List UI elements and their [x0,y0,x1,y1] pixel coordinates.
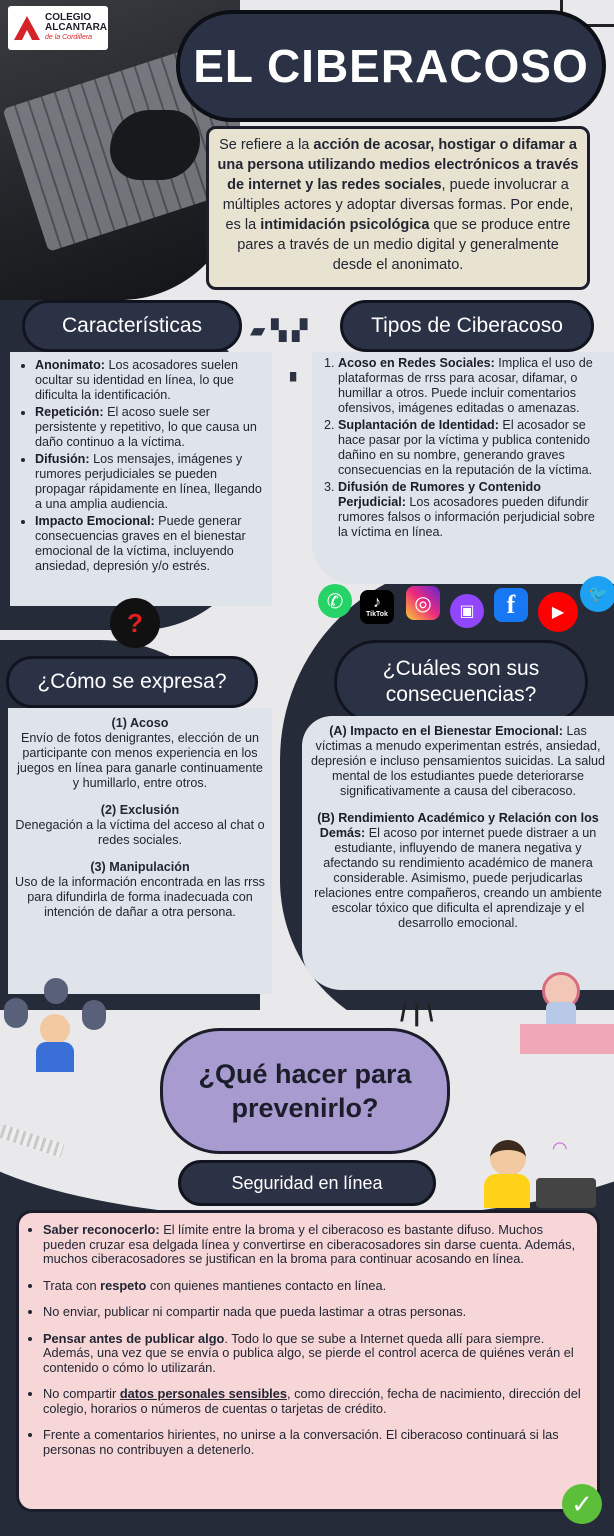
expresa-item: (1) Acoso Envío de fotos denigrantes, elección de un participante con menos experiencia en los juegos en línea para ganarle continuamente y humillarlo, entre otros. [17,716,263,790]
intro-box: Se refiere a la acción de acosar, hostigar o difamar a una persona utilizando medios electrónicos a través de internet y las redes sociales, puede involucrar a múltiples actores y adoptar diversas formas. Por ende, es la intimidación psicológica que se produce entre pares a través de un medio digital y generalmente desde el anonimato. [206,126,590,290]
consecuencias-card [302,716,614,990]
list-item: • Pensar antes de publicar algo. Todo lo que se sube a Internet queda allí para siempre. Además, una vez que se envía o publica algo, se pierde el control acerca de quiénes verán el contenido o cómo lo utilizarán. [43,1332,587,1376]
prevenir-speech-bubble: ¿Qué hacer para prevenirlo? [160,1028,450,1154]
list-item: • Difusión: Los mensajes, imágenes y rumores perjudiciales se pueden propagar rápidamente en línea, llegando a una amplia audiencia. [35,452,266,512]
list-item: 1. Acoso en Redes Sociales: Implica el uso de plataformas de rrss para acosar, difamar, o humillar a otros. Puede incluir comentarios ofensivos, imágenes editadas o amenazas. [338,356,608,416]
list-item: 3. Difusión de Rumores y Contenido Perjudicial: Los acosadores pueden difundir rumores falsos o información perjudicial sobre la víctima en línea. [338,480,608,540]
list-item: 2. Suplantación de Identidad: El acosador se hace pasar por la víctima y publica contenido dañino en su nombre, generando graves consecuencias en la reputación de la víctima. [338,418,608,478]
tiktok-icon: ♪ TikTok [360,590,394,624]
studying-girl-illustration [520,968,614,1056]
tipos-title: Tipos de Ciberacoso [340,300,594,352]
instagram-icon: ◎ [406,586,440,620]
twitter-icon: 🐦 [580,576,614,612]
caracteristicas-list [20,358,266,574]
seguridad-subtitle: Seguridad en línea [178,1160,436,1206]
logo-line1: COLEGIO [45,12,92,23]
gloved-hand-image [110,110,200,180]
consecuencias-item: (A) Impacto en el Bienestar Emocional: Las víctimas a menudo experimentan estrés, ansiedad, depresión e incluso pensamientos suicidas. La salud mental de los estudiantes puede deteriorarse significativamente a causa del ciberacoso. [310,724,606,798]
logo-line2: ALCANTARA [45,22,108,33]
decorative-brush-strokes: ▰ ▚ ▞ [250,320,308,342]
bullied-kids-illustration [0,978,118,1078]
caracteristicas-card [10,352,272,606]
list-item: • Impacto Emocional: Puede generar consecuencias graves en el bienestar emocional de la víctima, incluyendo ansiedad, depresión y/o estrés. [35,514,266,574]
school-logo-icon [12,13,42,43]
prevenir-card [16,1210,600,1512]
list-item: • Repetición: El acoso suele ser persistente y repetitivo, lo que causa un daño continuo a la víctima. [35,405,266,450]
prevenir-list [27,1223,587,1457]
list-item: • No compartir datos personales sensibles, como dirección, fecha de nacimiento, dirección del colegio, horarios o números de cuentas o tarjetas de crédito. [43,1387,587,1416]
anonymous-hacker-icon: ? [110,598,160,648]
school-logo [8,6,108,50]
facebook-icon: f [494,588,528,622]
expresa-item: (2) Exclusión Denegación a la víctima del acceso al chat o redes sociales. [15,803,265,847]
expresa-item: (3) Manipulación Uso de la información encontrada en las rrss para difundirla de forma inadecuada con intención de dañar a otra persona. [15,860,265,919]
consecuencias-title: ¿Cuáles son sus consecuencias? [334,640,588,724]
list-item: • Saber reconocerlo: El límite entre la broma y el ciberacoso es bastante difuso. Muchos pueden cruzar esa delgada línea y convertirse en ciberacosadores sin darse cuenta. Además, muchos ciberacosadores se justifican en la broma para continuar acosando en línea. [43,1223,587,1267]
list-item: • Frente a comentarios hirientes, no unirse a la conversación. El ciberacoso continuará si las personas no contribuyen a detenerlo. [43,1428,587,1457]
tipos-list [320,356,608,540]
list-item: • No enviar, publicar ni compartir nada que pueda lastimar a otras personas. [43,1305,587,1320]
tipos-card [312,352,614,584]
youtube-icon: ▶ [538,592,578,632]
twitch-icon: ▣ [450,594,484,628]
wifi-icon: ◠ [552,1138,568,1158]
expresa-title: ¿Cómo se expresa? [6,656,258,708]
caracteristicas-title: Características [22,300,242,352]
consecuencias-item: (B) Rendimiento Académico y Relación con los Demás: El acoso por internet puede distraer a un estudiante, influyendo de manera negativa y afectando su rendimiento académico de manera considerable. Asimismo, puede perjudicarlas relaciones entre compañeros, creando un ambiente escolar tóxico que dificulta el aprendizaje y el desarrollo emocional. [314,811,602,930]
boy-laptop-illustration [482,1140,602,1210]
checkmark-icon: ✓ [562,1484,602,1524]
list-item: • Trata con respeto con quienes mantienes contacto en línea. [43,1279,587,1294]
list-item: • Anonimato: Los acosadores suelen ocultar su identidad en línea, lo que dificulta la identificación. [35,358,266,403]
decorative-brush-strokes-2: ▘ [290,374,303,391]
page-title: EL CIBERACOSO [176,10,606,122]
decorative-emphasis-lines: / | \ [400,1000,434,1027]
expresa-card [8,708,272,994]
whatsapp-icon: ✆ [318,584,352,618]
logo-line3: de la Cordillera [45,34,93,41]
